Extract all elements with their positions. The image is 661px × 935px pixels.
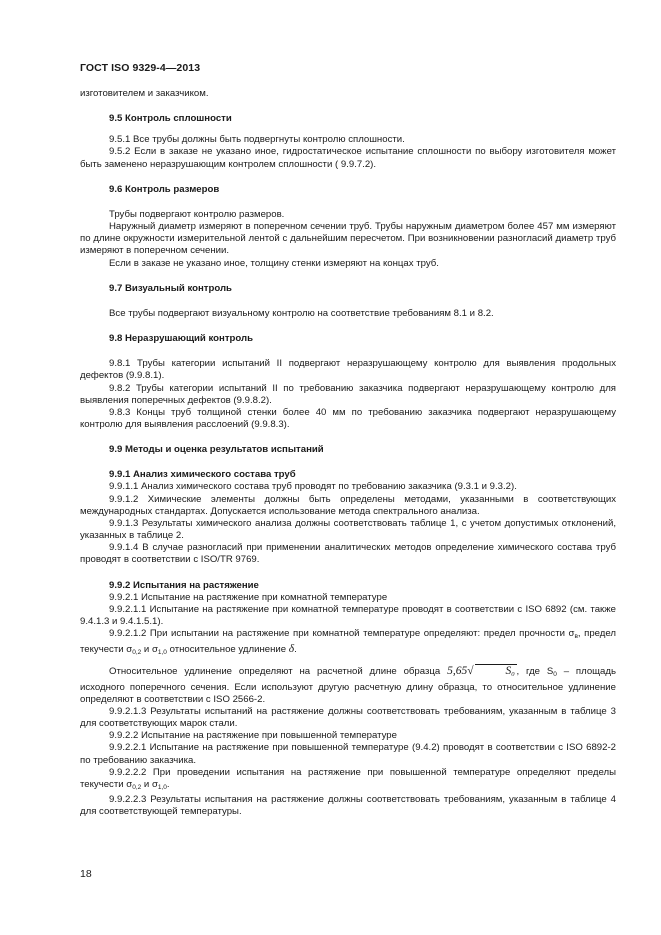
section-9-8-heading: 9.8 Неразрушающий контроль: [109, 333, 253, 345]
paragraph: Наружный диаметр измеряют в поперечном сечении труб. Трубы наружным диаметром более 457 мм измеряют по длине окружности измерительной лентой с дальнейшим пересчетом. При возникновении разногласий диаметр труб измеряют в поперечном сечении.: [80, 221, 616, 257]
paragraph: 9.9.2.1.1 Испытание на растяжение при комнатной температуре проводят в соответствии с ISO 6892 (см. также 9.4.1.3 и 9.4.1.5.1).: [80, 603, 616, 627]
section-9-9-heading: 9.9 Методы и оценка результатов испытаний: [109, 444, 324, 456]
paragraph: 9.9.1.3 Результаты химического анализа должны соответствовать таблице 1, с учетом допустимых отклонений, указанных в таблице 2.: [80, 517, 616, 542]
paragraph: 9.9.1.2 Химические элементы должны быть определены методами, указанными в соответствующих международных стандартах. Допускается использование метода спектрального анализа.: [80, 493, 616, 517]
paragraph: Все трубы подвергают визуальному контролю на соответствие требованиям 8.1 и 8.2.: [109, 307, 494, 319]
section-9-5-heading: 9.5 Контроль сплошности: [109, 113, 232, 125]
paragraph: 9.5.2 Если в заказе не указано иное, гидростатическое испытание сплошности по выбору изготовителя может быть заменено неразрушающим контролем сплошности ( 9.9.7.2).: [80, 146, 616, 170]
paragraph: 9.9.1.1 Анализ химического состава труб проводят по требованию заказчика (9.3.1 и 9.3.2).: [109, 481, 517, 493]
page-number: 18: [80, 868, 92, 880]
paragraph-yield: 9.9.2.2.2 При проведении испытания на растяжение при повышенной температуре определяют пределы текучести $\sigma_{0,2}$ и $\sigma_{1,0}$.: [80, 766, 616, 791]
paragraph: 9.9.2.2 Испытание на растяжение при повышенной температуре: [109, 730, 397, 742]
paragraph: 9.9.1.4 В случае разногласий при применении аналитических методов определение химического состава труб проводят в соответствии с ISO/TR 9769.: [80, 542, 616, 566]
document-body: [80, 88, 616, 818]
intro-line: изготовителем и заказчиком.: [80, 88, 209, 99]
paragraph: 9.8.1 Трубы категории испытаний II подвергают неразрушающему контролю для выявления продольных дефектов (9.9.8.1).: [80, 358, 616, 382]
paragraph: 9.9.2.2.1 Испытание на растяжение при повышенной температуре (9.4.2) проводят в соответствии с ISO 6892-2 по требованию заказчика.: [80, 742, 616, 766]
gauge-length-formula: 5,65√ $S_0$: [447, 665, 516, 677]
section-9-9-1-heading: 9.9.1 Анализ химического состава труб: [109, 469, 296, 481]
running-header: ГОСТ ISO 9329-4—2013: [80, 62, 201, 74]
section-9-6-heading: 9.6 Контроль размеров: [109, 183, 220, 195]
sigma-symbol: σ: [568, 628, 575, 640]
paragraph-elongation: Относительное удлинение определяют на расчетной длине образца 5,65√ $S_0$ , где $S_0$ – площадь исходного поперечного сечения. Если используют другую расчетную длину образца, то относительное удлинение определяют в соответствии с ISO 2566-2.: [80, 665, 616, 705]
section-9-9-2-heading: 9.9.2 Испытания на растяжение: [109, 579, 259, 591]
paragraph: 9.8.3 Концы труб толщиной стенки более 40 мм по требованию заказчика подвергают неразрушающему контролю для выявления расслоений (9.9.8.3).: [80, 406, 616, 430]
paragraph: Если в заказе не указано иное, толщину стенки измеряют на концах труб.: [109, 257, 439, 269]
paragraph: 9.5.1 Все трубы должны быть подвергнуты контролю сплошности.: [109, 134, 405, 146]
paragraph: 9.9.2.1 Испытание на растяжение при комнатной температуре: [109, 591, 388, 603]
paragraph-strength: 9.9.2.1.2 При испытании на растяжение при комнатной температуре определяют: предел прочности $\sigma_в$, предел текучести $\sigma_{0,2}$ и $\sigma_{1,0}$ относительное удлинение δ.: [80, 628, 616, 657]
paragraph: 9.8.2 Трубы категории испытаний II по требованию заказчика подвергают неразрушающему контролю для выявления поперечных дефектов (9.9.8.2).: [80, 382, 616, 406]
paragraph: 9.9.2.1.3 Результаты испытаний на растяжение должны соответствовать требованиям, указанным в таблице 3 для соответствующих марок стали.: [80, 705, 616, 730]
section-9-7-heading: 9.7 Визуальный контроль: [109, 282, 232, 294]
delta-symbol: δ: [288, 643, 295, 656]
paragraph: 9.9.2.2.3 Результаты испытания на растяжение должны соответствовать требованиям, указанным в таблице 4 для соответствующей температуры.: [80, 794, 616, 818]
paragraph: Трубы подвергают контролю размеров.: [109, 208, 285, 220]
